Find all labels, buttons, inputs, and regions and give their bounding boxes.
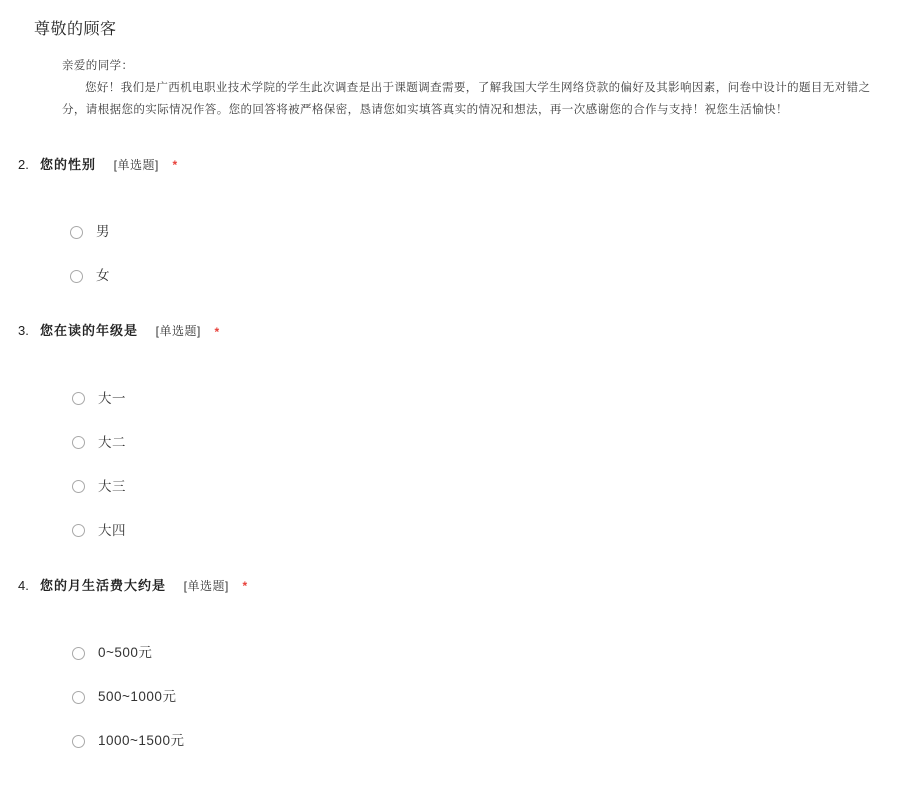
question-grade [0, 321, 900, 542]
option-item[interactable] [72, 388, 900, 410]
option-item[interactable] [72, 642, 900, 664]
radio-icon[interactable] [72, 691, 85, 704]
question-number: 3. [18, 323, 29, 339]
option-item[interactable] [70, 221, 900, 243]
radio-icon[interactable] [72, 392, 85, 405]
option-item[interactable] [70, 265, 900, 287]
page-title: 尊敬的顾客 [34, 21, 117, 38]
option-label: 500~1000元 [98, 689, 177, 705]
question-header [18, 155, 900, 176]
option-item[interactable] [72, 432, 900, 454]
radio-icon[interactable] [72, 735, 85, 748]
question-type: [单选题] [183, 578, 229, 593]
option-item[interactable] [72, 476, 900, 498]
question-header [18, 576, 900, 597]
option-label: 男 [96, 224, 110, 240]
question-title: 您在读的年级是 [40, 323, 139, 339]
radio-icon[interactable] [72, 480, 85, 493]
intro-salutation: 亲爱的同学： [62, 58, 134, 72]
survey-intro [0, 55, 900, 121]
question-title: 您的性别 [40, 156, 97, 172]
option-item[interactable] [72, 686, 900, 708]
radio-icon[interactable] [72, 436, 85, 449]
option-group-monthly-cost [40, 642, 900, 752]
question-type: [单选题] [155, 324, 201, 339]
radio-icon[interactable] [72, 524, 85, 537]
question-title: 您的月生活费大约是 [40, 577, 167, 593]
radio-icon[interactable] [70, 270, 83, 283]
radio-icon[interactable] [72, 647, 85, 660]
question-list [0, 155, 900, 753]
required-marker: * [214, 324, 220, 339]
required-marker: * [172, 158, 178, 173]
option-label: 大三 [98, 478, 126, 494]
question-gender [0, 155, 900, 288]
option-label: 0~500元 [98, 645, 153, 661]
question-number: 2. [18, 156, 29, 172]
question-monthly-cost [0, 576, 900, 753]
question-number: 4. [18, 577, 29, 593]
question-header [18, 321, 900, 342]
option-label: 大一 [98, 390, 126, 406]
question-type: [单选题] [113, 157, 159, 172]
option-group-gender [40, 221, 900, 287]
option-item[interactable] [72, 730, 900, 752]
option-group-grade [40, 388, 900, 542]
intro-body: 您好！我们是广西机电职业技术学院的学生此次调查是出于课题调查需要，了解我国大学生网络贷款的偏好及其影响因素，问卷中设计的题目无对错之分，请根据您的实际情况作答。您的回答将被严格保密，恳请您如实填答真实的情况和想法，再一次感谢您的合作与支持！祝您生活愉快！ [62, 79, 871, 116]
required-marker: * [242, 579, 248, 594]
option-label: 1000~1500元 [98, 733, 185, 749]
option-item[interactable] [72, 520, 900, 542]
option-label: 女 [96, 268, 110, 284]
option-label: 大四 [98, 522, 126, 538]
option-label: 大二 [98, 434, 126, 450]
radio-icon[interactable] [70, 226, 83, 239]
